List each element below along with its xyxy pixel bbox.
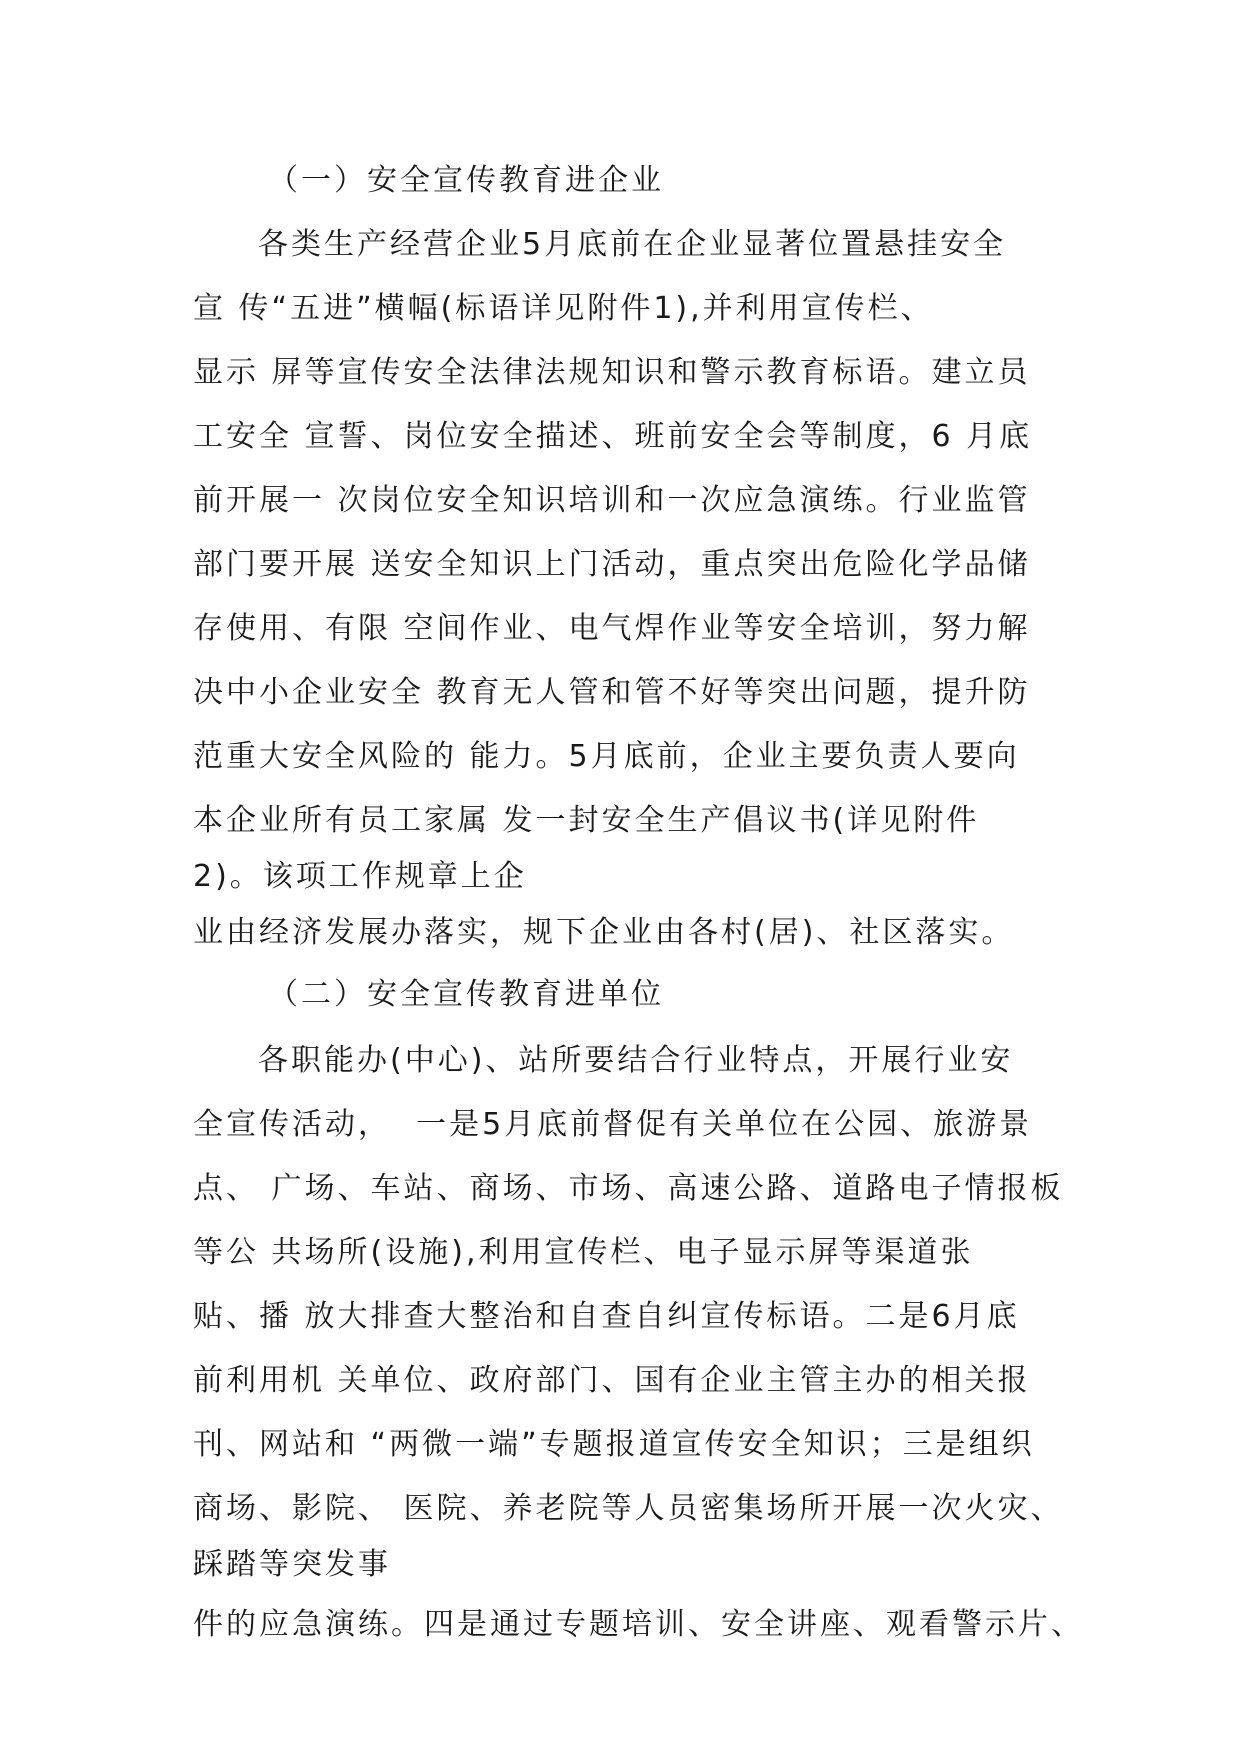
paragraph-1-line-7: 存使用、有限 空间作业、电气焊作业等安全培训，努力解 <box>193 611 1031 646</box>
paragraph-2-line-5: 贴、播 放大排查大整治和自查自纠宣传标语。二是6月底 <box>193 1299 1020 1334</box>
paragraph-1-line-4: 工安全 宣誓、岗位安全描述、班前安全会等制度，6 月底 <box>193 419 1033 454</box>
section-heading-1: （一）安全宣传教育进企业 <box>268 163 664 198</box>
paragraph-1-line-8: 决中小企业安全 教育无人管和管不好等突出问题，提升防 <box>193 675 1031 710</box>
paragraph-1-line-5: 前开展一 次岗位安全知识培训和一次应急演练。行业监管 <box>193 483 1031 518</box>
paragraph-1-line-6: 部门要开展 送安全知识上门活动，重点突出危险化学品储 <box>193 547 1031 582</box>
paragraph-1-line-3: 显示 屏等宣传安全法律法规知识和警示教育标语。建立员 <box>193 355 1031 390</box>
paragraph-2-line-6: 前利用机 关单位、政府部门、国有企业主管主办的相关报 <box>193 1363 1031 1398</box>
paragraph-2-line-10: 件的应急演练。四是通过专题培训、安全讲座、观看警示片、 <box>193 1607 1084 1642</box>
paragraph-1-line-2: 宣 传“五进”横幅(标语详见附件1),并利用宣传栏、 <box>193 291 934 326</box>
paragraph-2-line-4: 等公 共场所(设施),利用宣传栏、电子显示屏等渠道张 <box>193 1235 974 1270</box>
section-heading-2: （二）安全宣传教育进单位 <box>268 977 664 1012</box>
paragraph-2-line-1: 各职能办(中心)、站所要结合行业特点，开展行业安 <box>258 1043 1014 1078</box>
paragraph-2-line-3: 点、 广场、车站、商场、市场、高速公路、道路电子情报板 <box>193 1171 1064 1206</box>
paragraph-2-line-8: 商场、影院、 医院、养老院等人员密集场所开展一次火灾、 <box>193 1491 1064 1526</box>
paragraph-2-line-2: 全宣传活动， 一是5月底前督促有关单位在公园、旅游景 <box>193 1107 1033 1142</box>
paragraph-1-line-10: 本企业所有员工家属 发一封安全生产倡议书(详见附件 <box>193 803 980 838</box>
paragraph-1-line-11: 2)。该项工作规章上企 <box>193 859 527 894</box>
paragraph-1-line-9: 范重大安全风险的 能力。5月底前，企业主要负责人要向 <box>193 739 1020 774</box>
paragraph-1-line-1: 各类生产经营企业5月底前在企业显著位置悬挂安全 <box>258 227 1007 262</box>
paragraph-1-line-12: 业由经济发展办落实，规下企业由各村(居)、社区落实。 <box>193 915 1015 950</box>
paragraph-2-line-9: 踩踏等突发事 <box>193 1547 391 1582</box>
paragraph-2-line-7: 刊、网站和 “两微一端”专题报道宣传安全知识；三是组织 <box>193 1427 1035 1462</box>
